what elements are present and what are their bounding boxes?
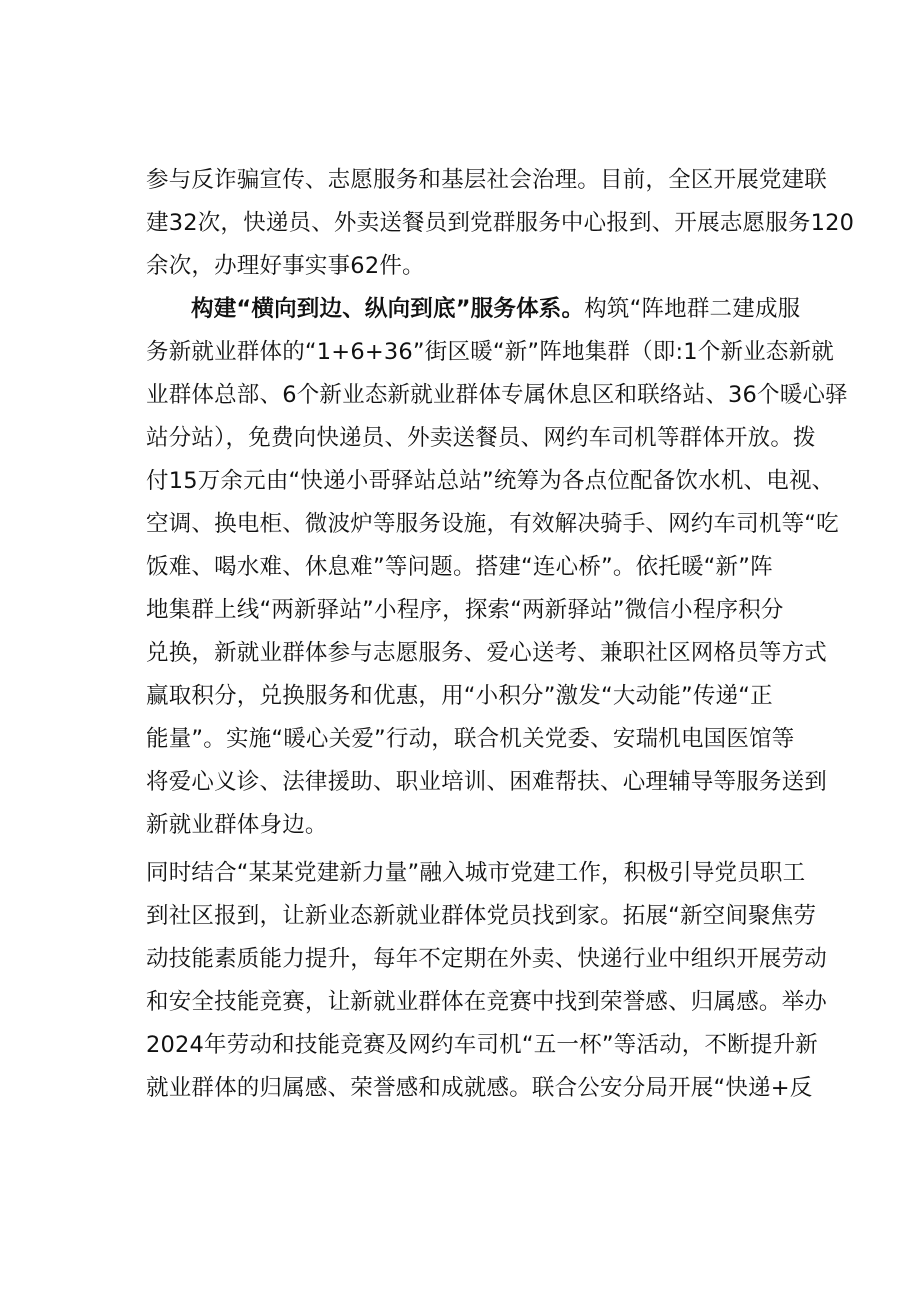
text-line: 新就业群体身边。	[146, 812, 328, 838]
text-line: 余次，办理好事实事62件。	[146, 253, 425, 279]
text-line: 到社区报到，让新业态新就业群体党员找到家。拓展“新空间聚焦劳	[146, 903, 817, 929]
text-line: 兑换，新就业群体参与志愿服务、爱心送考、兼职社区网格员等方式	[146, 640, 828, 666]
text-line: 地集群上线“两新驿站”小程序，探索“两新驿站”微信小程序积分	[146, 597, 784, 623]
text-line: 务新就业群体的“1+6+36”街区暖“新”阵地集群（即:1个新业态新就	[146, 339, 834, 365]
paragraph-first-line	[191, 289, 800, 329]
text-line: 业群体总部、6个新业态新就业群体专属休息区和联络站、36个暖心驿	[146, 382, 848, 408]
text-line: 参与反诈骗宣传、志愿服务和基层社会治理。目前，全区开展党建联	[146, 167, 828, 193]
text-line: 饭难、喝水难、休息难”等问题。搭建“连心桥”。依托暖“新”阵	[146, 554, 773, 580]
text-line: 空调、换电柜、微波炉等服务设施，有效解决骑手、网约车司机等“吃	[146, 511, 839, 537]
text-line: 将爱心义诊、法律援助、职业培训、困难帮扶、心理辅导等服务送到	[146, 769, 828, 795]
text-line: 付15万余元由“快递小哥驿站总站”统筹为各点位配备饮水机、电视、	[146, 468, 835, 494]
text-line: 就业群体的归属感、荣誉感和成就感。联合公安分局开展“快递+反	[146, 1075, 813, 1101]
text-line: 赢取积分，兑换服务和优惠，用“小积分”激发“大动能”传递“正	[146, 683, 773, 709]
text-line: 站分站），免费向快递员、外卖送餐员、网约车司机等群体开放。拨	[146, 425, 816, 451]
text-line: 2024年劳动和技能竞赛及网约车司机“五一杯”等活动，不断提升新	[146, 1032, 818, 1058]
text-line: 同时结合“某某党建新力量”融入城市党建工作，积极引导党员职工	[146, 860, 806, 886]
text-span: 构筑“阵地群二建成服	[584, 296, 801, 322]
text-line: 和安全技能竞赛，让新就业群体在竞赛中找到荣誉感、归属感。举办	[146, 989, 828, 1015]
text-line: 动技能素质能力提升，每年不定期在外卖、快递行业中组织开展劳动	[146, 946, 828, 972]
text-line: 能量”。实施“暖心关爱”行动，联合机关党委、安瑞机电国医馆等	[146, 726, 795, 752]
text-line: 建32次，快递员、外卖送餐员到党群服务中心报到、开展志愿服务120	[146, 210, 855, 236]
section-heading: 构建“横向到边、纵向到底”服务体系。	[191, 296, 585, 322]
